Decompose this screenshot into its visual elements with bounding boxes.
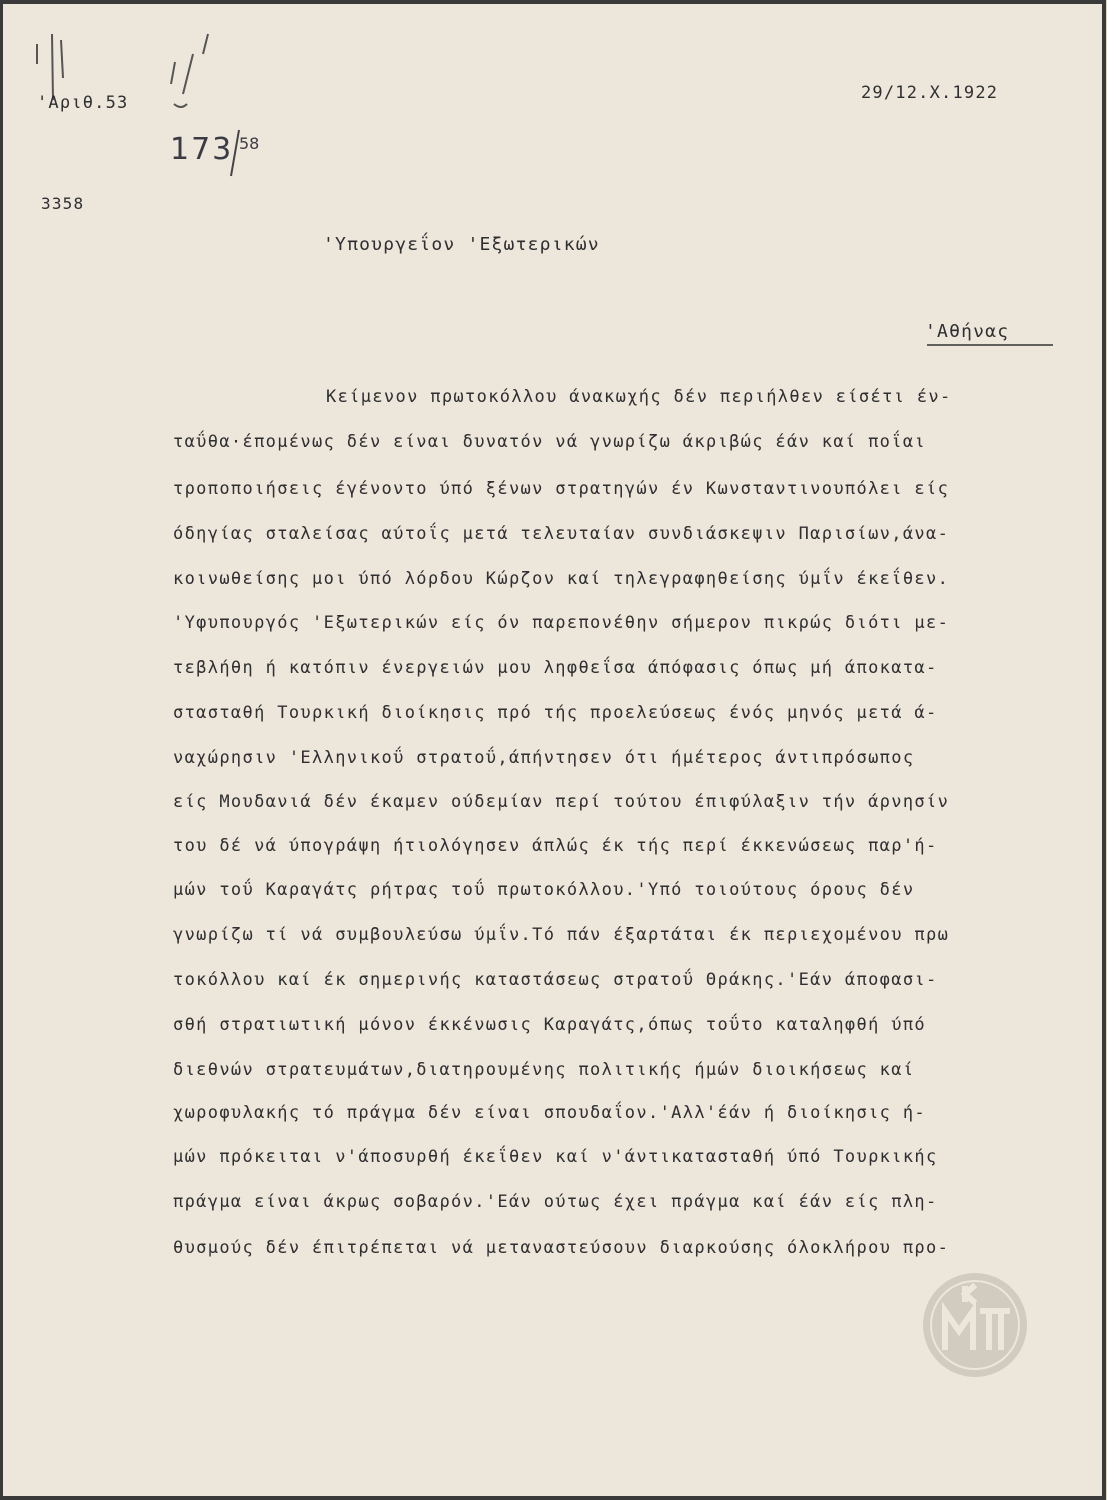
archive-watermark-logo [919, 1269, 1031, 1381]
body-line: τεβλήθη ή κατόπιν ένεργειών μου ληφθεΐσα άπόφασις όπως μή άποκατα- [173, 658, 938, 678]
document-date: 29/12.X.1922 [861, 83, 999, 103]
body-line: του δέ νά ύπογράψη ήτιολόγησεν άπλώς έκ τής περί έκκενώσεως παρ'ή- [173, 836, 938, 856]
body-line: θυσμούς δέν έπιτρέπεται νά μεταναστεύσουν διαρκούσης όλοκλήρου προ- [173, 1238, 950, 1258]
body-line: όδηγίας σταλείσας αύτοΐς μετά τελευταίαν συνδιάσκεψιν Παρισίων,άνα- [173, 524, 950, 544]
body-line: στασταθή Τουρκική διοίκησις πρό τής προελεύσεως ένός μηνός μετά ά- [173, 703, 938, 723]
body-line: τοκόλλου καί έκ σημερινής καταστάσεως στρατοΰ Θράκης.'Εάν άποφασι- [173, 970, 938, 990]
body-line: κοινωθείσης μοι ύπό λόρδου Κώρζον καί τηλεγραφηθείσης ύμΐν έκεΐθεν. [173, 569, 950, 589]
reference-number: 3358 [41, 194, 85, 213]
body-line: γνωρίζω τί νά συμβουλεύσω ύμΐν.Τό πάν έξαρτάται έκ περιεχομένου πρω [173, 925, 950, 945]
body-line: είς Μουδανιά δέν έκαμεν ούδεμίαν περί τούτου έπιφύλαξιν τήν άρνησίν [173, 792, 950, 812]
body-line: ναχώρησιν 'Ελληνικοΰ στρατοΰ,άπήντησεν ότι ήμέτερος άντιπρόσωπος [173, 748, 915, 768]
body-line: Κείμενον πρωτοκόλλου άνακωχής δέν περιήλθεν είσέτι έν- [326, 387, 952, 407]
addressee-destination: 'Αθήνας [925, 321, 1010, 342]
body-line: ταΰθα·έπομένως δέν είναι δυνατόν νά γνωρίζω άκριβώς έάν καί ποΐαι [173, 432, 927, 452]
handwritten-subnumber: 58 [239, 134, 260, 153]
body-line: διεθνών στρατευμάτων,διατηρουμένης πολιτικής ήμών διοικήσεως καί [173, 1060, 915, 1080]
body-line: τροποποιήσεις έγένοντο ύπό ξένων στρατηγών έν Κωνσταντινουπόλει είς [173, 479, 950, 499]
body-line: μών τοΰ Καραγάτς ρήτρας τοΰ πρωτοκόλλου.'Υπό τοιούτους όρους δέν [173, 880, 915, 900]
body-line: 'Υφυπουργός 'Εξωτερικών είς όν παρεπονέθην σήμερον πικρώς διότι με- [173, 613, 950, 633]
body-line: σθή στρατιωτική μόνον έκκένωσις Καραγάτς,όπως τοΰτο καταληφθή ύπό [173, 1015, 927, 1035]
document-number: 'Αριθ.53 [37, 93, 129, 113]
body-line: μών πρόκειται ν'άποσυρθή έκεΐθεν καί ν'άντικατασταθή ύπό Τουρκικής [173, 1147, 938, 1167]
handwritten-number: 173 [170, 132, 234, 167]
body-line: πράγμα είναι άκρως σοβαρόν.'Εάν ούτως έχει πράγμα καί έάν είς πλη- [173, 1192, 938, 1212]
body-line: χωροφυλακής τό πράγμα δέν είναι σπουδαΐον.'Αλλ'έάν ή διοίκησις ή- [173, 1103, 927, 1123]
addressee-heading: 'Υπουργεΐον 'Εξωτερικών [323, 234, 600, 255]
